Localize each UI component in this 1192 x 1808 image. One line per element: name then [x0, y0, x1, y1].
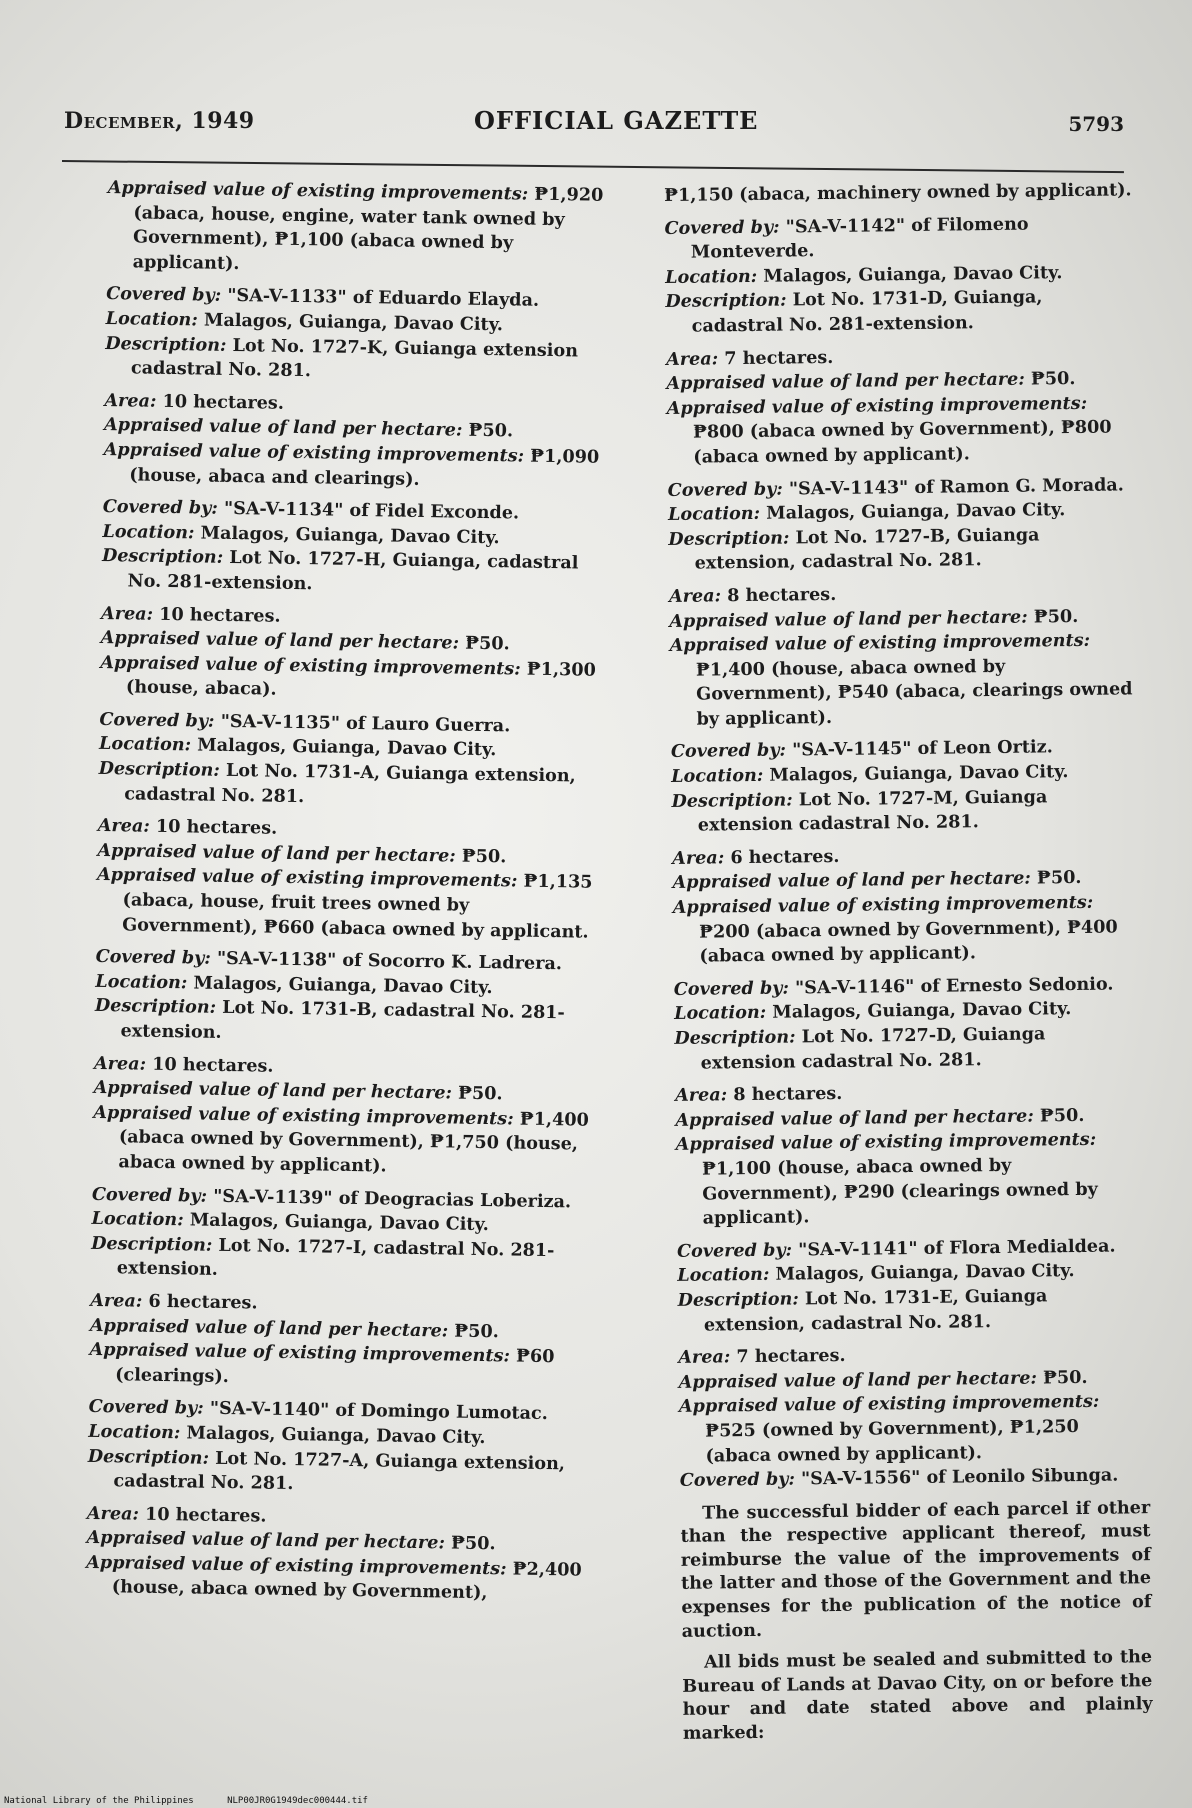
field-label: Area:	[672, 847, 725, 869]
field-label: Covered by:	[99, 708, 215, 732]
field-label: Appraised value of land per hectare:	[666, 368, 1025, 395]
listing-entry	[105, 282, 614, 388]
listing-line	[103, 438, 612, 495]
field-value: ₱1,400 (house, abaca owned by Government), ₱540 (abaca, clearings owned by applicant).	[695, 655, 1133, 730]
field-label: Appraised value of land per hectare:	[89, 1314, 449, 1342]
field-value: ₱50.	[455, 845, 507, 868]
field-label: Appraised value of existing improvements:	[107, 176, 529, 205]
listing-entry	[664, 211, 1135, 340]
listing-entry	[106, 176, 615, 282]
field-label: Appraised value of existing improvements:	[672, 891, 1094, 918]
listing-line	[669, 628, 1140, 732]
field-label: Covered by:	[664, 216, 780, 239]
field-label: Location:	[105, 307, 198, 331]
field-label: Covered by:	[95, 946, 211, 969]
listing-line	[665, 285, 1136, 340]
field-value: ₱50.	[444, 1532, 496, 1555]
listing-entry	[91, 1182, 600, 1288]
field-value: ₱50.	[458, 632, 510, 655]
field-label: Appraised value of existing improvements:	[669, 629, 1091, 657]
scan-footer	[4, 1796, 396, 1806]
field-label: Covered by:	[91, 1183, 208, 1207]
field-value: Malagos, Guianga, Davao City.	[180, 1422, 486, 1448]
listing-line	[94, 994, 603, 1051]
listing-entry	[664, 178, 1134, 208]
field-value: Lot No. 1727-D, Guianga extension cadastral No. 281.	[700, 1023, 1046, 1074]
field-label: Location:	[674, 1002, 767, 1025]
field-value: ₱1,100 (house, abaca owned by Government), ₱290 (clearings owned by applicant).	[701, 1154, 1098, 1229]
field-value: "SA-V-1138" of Socorro K. Ladrera.	[210, 947, 563, 975]
field-value: 10 hectares.	[156, 390, 285, 414]
field-label: Location:	[88, 1420, 181, 1444]
field-value: 10 hectares.	[149, 815, 278, 839]
listing-entry	[666, 342, 1137, 471]
field-value: ₱525 (owned by Government), ₱1,250 (abaca owned by applicant).	[705, 1415, 1079, 1467]
field-value: ₱50.	[1024, 368, 1076, 390]
listing-line	[89, 1338, 598, 1395]
field-label: Location:	[667, 502, 761, 526]
field-label: Area:	[675, 1084, 728, 1107]
header-title: OFFICIAL GAZETTE	[474, 106, 759, 135]
listing-line	[664, 211, 1135, 266]
field-label: Description:	[671, 789, 793, 812]
field-label: Description:	[94, 995, 217, 1019]
field-value: 8 hectares.	[727, 1083, 843, 1106]
field-label: Covered by:	[88, 1396, 204, 1419]
field-label: Covered by:	[673, 977, 790, 1000]
field-value: 10 hectares.	[145, 1053, 274, 1077]
listing-entry	[100, 601, 609, 707]
field-label: Location:	[677, 1264, 770, 1287]
field-label: Appraised value of existing improvements:	[86, 1551, 507, 1580]
page-header	[64, 108, 1124, 148]
field-label: Description:	[668, 527, 790, 550]
field-value: ₱50.	[451, 1082, 503, 1105]
field-value: ₱2,400 (house, abaca owned by Government),	[111, 1558, 582, 1604]
listing-entry	[677, 1234, 1148, 1338]
header-date: December, 1949	[64, 108, 255, 134]
field-label: Location:	[98, 733, 192, 756]
listing-line	[667, 391, 1138, 471]
right-column-entries	[664, 178, 1150, 1493]
listing-entry	[678, 1340, 1150, 1493]
listing-entry	[675, 1078, 1147, 1231]
field-label: Appraised value of existing improvements:	[666, 392, 1088, 419]
listing-entry	[94, 945, 603, 1051]
field-value: "SA-V-1142" of Filomeno Monteverde.	[690, 213, 1029, 263]
right-column	[664, 178, 1153, 1745]
field-value: ₱1,150 (abaca, machinery owned by applicant).	[664, 179, 1132, 206]
field-value: Lot No. 1731-B, cadastral No. 281-extension.	[120, 997, 565, 1043]
header-page-number: 5793	[1068, 112, 1124, 136]
listing-line	[87, 1444, 596, 1501]
field-label: Description:	[98, 757, 220, 781]
field-label: Appraised value of land per hectare:	[675, 1105, 1034, 1131]
field-label: Area:	[104, 389, 157, 412]
field-value: ₱50.	[1036, 1366, 1088, 1389]
listing-line	[671, 784, 1142, 839]
field-value: Malagos, Guianga, Davao City.	[757, 261, 1063, 287]
field-label: Appraised value of existing improvements:	[89, 1338, 511, 1367]
field-label: Appraised value of land per hectare:	[103, 414, 463, 441]
field-value: "SA-V-1139" of Deogracias Loberiza.	[206, 1185, 572, 1212]
field-value: "SA-V-1146" of Ernesto Sedonio.	[788, 973, 1114, 999]
listing-entry	[103, 389, 612, 495]
field-label: Appraised value of land per hectare:	[672, 868, 1031, 894]
field-value: ₱50.	[462, 419, 514, 442]
listing-line	[679, 1389, 1150, 1469]
field-label: Appraised value of existing improvements:	[103, 438, 525, 467]
field-label: Description:	[665, 289, 787, 313]
field-value: 6 hectares.	[724, 845, 840, 869]
field-label: Appraised value of land per hectare:	[86, 1527, 446, 1554]
field-label: Area:	[668, 585, 722, 607]
listing-line	[101, 544, 610, 601]
field-value: ₱1,300 (house, abaca).	[125, 658, 597, 700]
listing-line	[668, 522, 1139, 577]
field-value: "SA-V-1140" of Domingo Lumotac.	[203, 1397, 549, 1425]
field-value: Malagos, Guianga, Davao City.	[183, 1209, 490, 1236]
listing-line	[674, 1021, 1145, 1076]
listing-line	[98, 757, 607, 814]
listing-entry	[672, 841, 1143, 970]
field-value: ₱50.	[1027, 605, 1079, 628]
field-value: "SA-V-1556" of Leonilo Sibunga.	[794, 1464, 1119, 1490]
field-label: Appraised value of existing improvements:	[678, 1391, 1100, 1418]
field-value: ₱50.	[1030, 867, 1082, 890]
field-value: 8 hectares.	[720, 583, 837, 607]
field-label: Description:	[677, 1288, 799, 1311]
listing-entry	[669, 579, 1141, 732]
field-label: Location:	[671, 764, 764, 788]
field-label: Location:	[95, 970, 188, 994]
field-value: ₱1,920 (abaca, house, engine, water tank owned by Government), ₱1,100 (abaca owned by applicant).	[132, 183, 604, 274]
field-value: Lot No. 1731-D, Guianga, cadastral No. 281-extension.	[691, 286, 1043, 337]
field-value: ₱200 (abaca owned by Government), ₱400 (abaca owned by applicant).	[699, 916, 1118, 967]
field-label: Appraised value of land per hectare:	[93, 1077, 453, 1104]
listing-entry	[96, 814, 606, 945]
field-label: Covered by:	[679, 1468, 796, 1491]
field-label: Covered by:	[105, 283, 222, 307]
field-label: Area:	[97, 815, 150, 837]
listing-line	[676, 1128, 1147, 1232]
field-label: Appraised value of existing improvements:	[93, 1101, 514, 1130]
field-value: ₱1,090 (house, abaca and clearings).	[129, 445, 600, 490]
listing-line	[664, 178, 1134, 208]
field-label: Description:	[674, 1026, 796, 1049]
field-value: Malagos, Guianga, Davao City.	[769, 1260, 1075, 1286]
field-value: Malagos, Guianga, Davao City.	[194, 522, 500, 548]
listing-line	[92, 1101, 601, 1183]
field-value: Malagos, Guianga, Davao City.	[187, 972, 493, 998]
field-label: Area:	[93, 1052, 147, 1075]
listing-line	[680, 1463, 1150, 1493]
field-value: Malagos, Guianga, Davao City.	[759, 499, 1066, 524]
field-value: ₱50.	[1033, 1104, 1085, 1127]
listing-line	[96, 863, 605, 945]
listing-line	[673, 890, 1144, 970]
left-column	[86, 176, 616, 1616]
field-label: Covered by:	[676, 1239, 793, 1262]
field-label: Covered by:	[670, 740, 787, 763]
field-value: ₱60 (clearings).	[115, 1345, 555, 1387]
listing-line	[106, 176, 615, 282]
field-value: "SA-V-1133" of Eduardo Elayda.	[221, 285, 540, 312]
listing-entry	[87, 1395, 596, 1501]
listing-line	[677, 1283, 1148, 1338]
field-value: "SA-V-1145" of Leon Ortiz.	[785, 736, 1053, 762]
field-value: Lot No. 1731-E, Guianga extension, cadastral No. 281.	[703, 1285, 1048, 1336]
listing-entry	[89, 1289, 598, 1395]
field-label: Appraised value of land per hectare:	[97, 839, 456, 867]
field-label: Appraised value of existing improvements:	[675, 1129, 1097, 1156]
field-label: Location:	[665, 265, 758, 288]
field-label: Description:	[101, 545, 224, 569]
footer-filename: NLP00JR0G1949dec000444.tif	[227, 1796, 368, 1806]
field-value: Malagos, Guianga, Davao City.	[190, 734, 497, 761]
field-label: Appraised value of land per hectare:	[669, 606, 1028, 632]
listing-line	[100, 651, 609, 708]
field-value: Lot No. 1727-B, Guianga extension, cadastral No. 281.	[694, 524, 1040, 574]
field-value: 7 hectares.	[730, 1344, 846, 1368]
field-value: Lot No. 1727-H, Guianga, cadastral No. 281-extension.	[127, 547, 579, 595]
field-value: Lot No. 1731-A, Guianga extension, cadastral No. 281.	[124, 759, 576, 807]
field-label: Appraised value of existing improvements:	[96, 864, 518, 892]
footer-library: National Library of the Philippines	[4, 1796, 194, 1806]
listing-entry	[101, 495, 610, 601]
field-label: Location:	[102, 520, 195, 544]
field-label: Description:	[105, 332, 227, 356]
field-label: Area:	[678, 1346, 731, 1369]
field-value: Malagos, Guianga, Davao City.	[763, 761, 1069, 786]
field-value: ₱1,135 (abaca, house, fruit trees owned by Government), ₱660 (abaca owned by applicant.	[122, 870, 593, 943]
field-label: Area:	[86, 1502, 140, 1525]
listing-line	[105, 332, 614, 389]
field-value: ₱800 (abaca owned by Government), ₱800 (abaca owned by applicant).	[692, 416, 1112, 468]
field-value: ₱1,400 (abaca owned by Government), ₱1,750 (house, abaca owned by applicant).	[118, 1108, 589, 1177]
field-label: Area:	[90, 1289, 143, 1312]
field-value: "SA-V-1134" of Fidel Exconde.	[217, 497, 520, 524]
body-paragraph: The successful bidder of each parcel if other than the respective applicant thereof, must reimburse the value of the improvements of the latter and those of the Government and the expenses for the publication of the notice of auction.	[680, 1496, 1152, 1642]
field-value: "SA-V-1143" of Ramon G. Morada.	[782, 473, 1124, 500]
field-value: Malagos, Guianga, Davao City.	[197, 309, 504, 336]
field-value: Lot No. 1727-I, cadastral No. 281-extension.	[116, 1234, 555, 1281]
field-label: Description:	[91, 1232, 213, 1256]
listing-line	[86, 1551, 595, 1608]
field-label: Covered by:	[667, 478, 783, 501]
field-value: 10 hectares.	[152, 603, 281, 627]
listing-entry	[86, 1502, 595, 1608]
field-label: Appraised value of land per hectare:	[678, 1367, 1038, 1393]
field-value: 6 hectares.	[142, 1290, 258, 1314]
closing-paragraphs	[680, 1496, 1153, 1746]
field-label: Description:	[87, 1445, 210, 1469]
field-value: Lot No. 1727-A, Guianga extension, cadastral No. 281.	[113, 1447, 566, 1495]
listing-entry	[671, 735, 1142, 839]
field-label: Covered by:	[102, 496, 219, 519]
field-value: ₱50.	[448, 1320, 500, 1342]
field-value: Lot No. 1727-M, Guianga extension cadastral No. 281.	[697, 786, 1048, 836]
field-value: "SA-V-1135" of Lauro Guerra.	[214, 710, 511, 737]
field-value: "SA-V-1141" of Flora Medialdea.	[791, 1235, 1116, 1261]
field-value: 7 hectares.	[718, 346, 834, 369]
listing-entry	[92, 1051, 602, 1182]
field-label: Location:	[91, 1208, 184, 1231]
field-label: Area:	[100, 602, 154, 625]
field-label: Appraised value of land per hectare:	[100, 627, 460, 654]
field-value: 10 hectares.	[138, 1503, 267, 1527]
field-label: Area:	[666, 347, 719, 370]
field-value: Lot No. 1727-K, Guianga extension cadastral No. 281.	[130, 334, 579, 382]
listing-entry	[668, 473, 1139, 577]
listing-entry	[98, 708, 607, 814]
listing-entry	[674, 972, 1145, 1076]
body-paragraph: All bids must be sealed and submitted to the Bureau of Lands at Davao City, on or before the hour and date stated above and plainly marked:	[682, 1646, 1153, 1744]
field-label: Appraised value of existing improvements:	[100, 651, 521, 680]
header-rule	[62, 160, 1124, 173]
listing-line	[91, 1232, 600, 1289]
field-value: Malagos, Guianga, Davao City.	[766, 998, 1072, 1024]
